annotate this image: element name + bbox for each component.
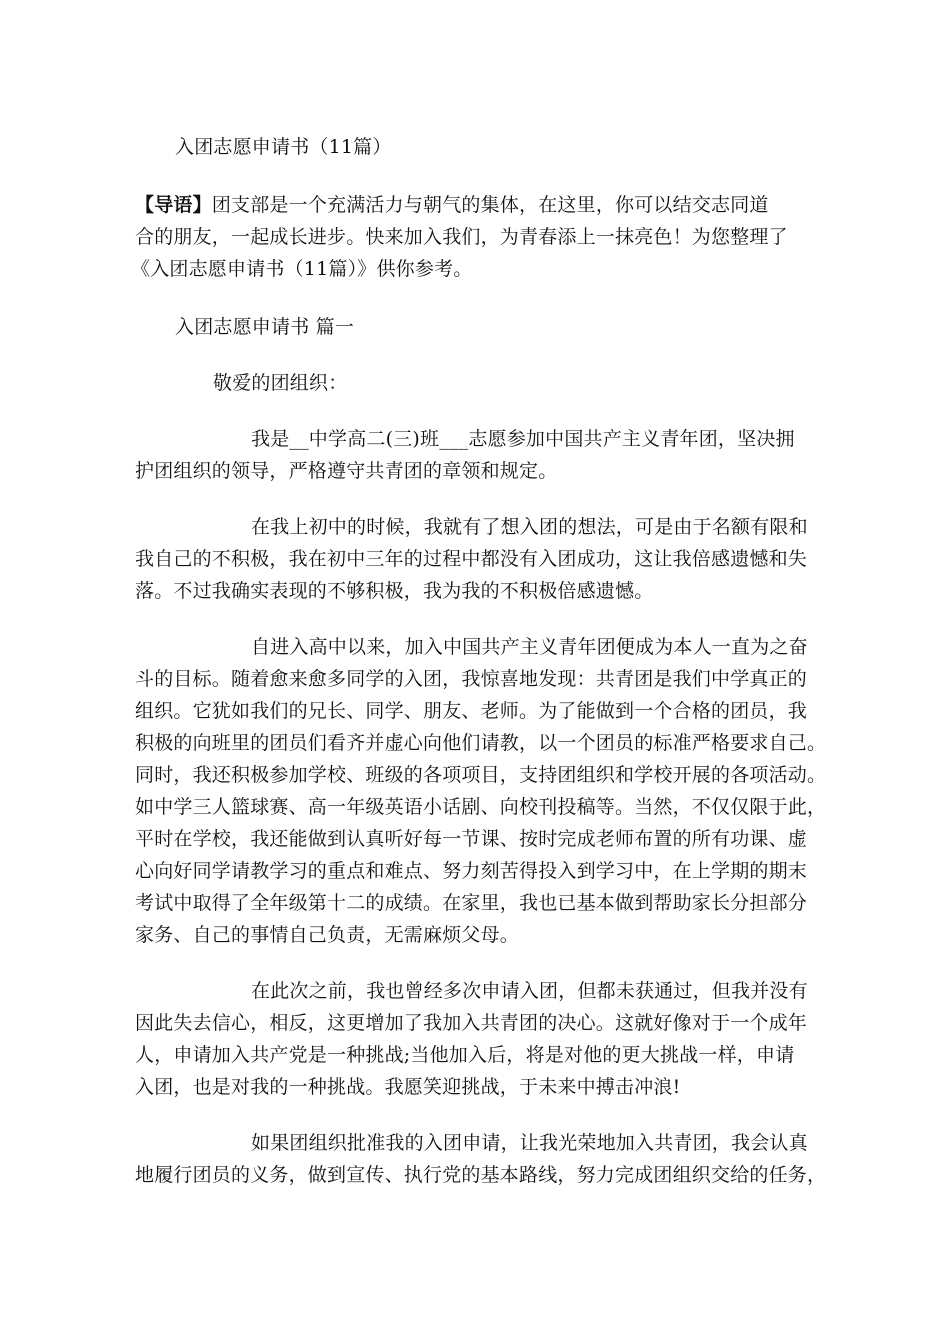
- paragraph-line: 我自己的不积极，我在初中三年的过程中都没有入团成功，这让我倍感遗憾和失: [135, 548, 808, 570]
- paragraph-line: 如果团组织批准我的入团申请，让我光荣地加入共青团，我会认真: [251, 1132, 808, 1154]
- paragraph-line: 家务、自己的事情自己负责，无需麻烦父母。: [135, 924, 520, 946]
- paragraph-line: 考试中取得了全年级第十二的成绩。在家里，我也已基本做到帮助家长分担部分: [135, 892, 808, 914]
- paragraph-line: 积极的向班里的团员们看齐并虚心向他们请教，以一个团员的标准严格要求自己。: [135, 732, 827, 754]
- intro-line-3: 《入团志愿申请书（11篇）》供你参考。: [131, 258, 473, 280]
- paragraph-line: 在我上初中的时候，我就有了想入团的想法，可是由于名额有限和: [251, 516, 808, 538]
- paragraph-line: 落。不过我确实表现的不够积极，我为我的不积极倍感遗憾。: [135, 580, 654, 602]
- paragraph-line: 平时在学校，我还能做到认真听好每一节课、按时完成老师布置的所有功课、虚: [135, 828, 808, 850]
- paragraph-line: 人，申请加入共产党是一种挑战;当他加入后，将是对他的更大挑战一样，申请: [135, 1044, 795, 1066]
- paragraph-line: 我是__中学高二(三)班___志愿参加中国共产主义青年团，坚决拥: [251, 428, 795, 450]
- paragraph-line: 地履行团员的义务，做到宣传、执行党的基本路线，努力完成团组织交给的任务，: [135, 1164, 827, 1186]
- paragraph-line: 心向好同学请教学习的重点和难点、努力刻苦得投入到学习中，在上学期的期末: [135, 860, 808, 882]
- paragraph-line: 组织。它犹如我们的兄长、同学、朋友、老师。为了能做到一个合格的团员，我: [135, 700, 808, 722]
- paragraph-line: 护团组织的领导，严格遵守共青团的章领和规定。: [135, 460, 558, 482]
- salutation: 敬爱的团组织：: [213, 372, 348, 394]
- intro-line-1: [135, 193, 769, 217]
- paragraph-line: 在此次之前，我也曾经多次申请入团，但都未获通过，但我并没有: [251, 980, 808, 1002]
- intro-line-2: 合的朋友，一起成长进步。快来加入我们，为青春添上一抹亮色！为您整理了: [135, 226, 788, 248]
- paragraph-line: 自进入高中以来，加入中国共产主义青年团便成为本人一直为之奋: [251, 636, 808, 658]
- paragraph-line: 如中学三人篮球赛、高一年级英语小话剧、向校刊投稿等。当然，不仅仅限于此，: [135, 796, 827, 818]
- paragraph-line: 斗的目标。随着愈来愈多同学的入团，我惊喜地发现：共青团是我们中学真正的: [135, 668, 808, 690]
- section-heading: 入团志愿申请书 篇一: [175, 316, 355, 338]
- paragraph-line: 因此失去信心，相反，这更增加了我加入共青团的决心。这就好像对于一个成年: [135, 1012, 808, 1034]
- paragraph-line: 入团，也是对我的一种挑战。我愿笑迎挑战，于未来中搏击冲浪!: [135, 1076, 681, 1098]
- intro-text: 团支部是一个充满活力与朝气的集体，在这里，你可以结交志同道: [211, 194, 769, 216]
- paragraph-line: 同时，我还积极参加学校、班级的各项项目，支持团组织和学校开展的各项活动。: [135, 764, 827, 786]
- intro-tag: 【导语】: [135, 194, 212, 216]
- document-title: 入团志愿申请书（11篇）: [175, 136, 392, 158]
